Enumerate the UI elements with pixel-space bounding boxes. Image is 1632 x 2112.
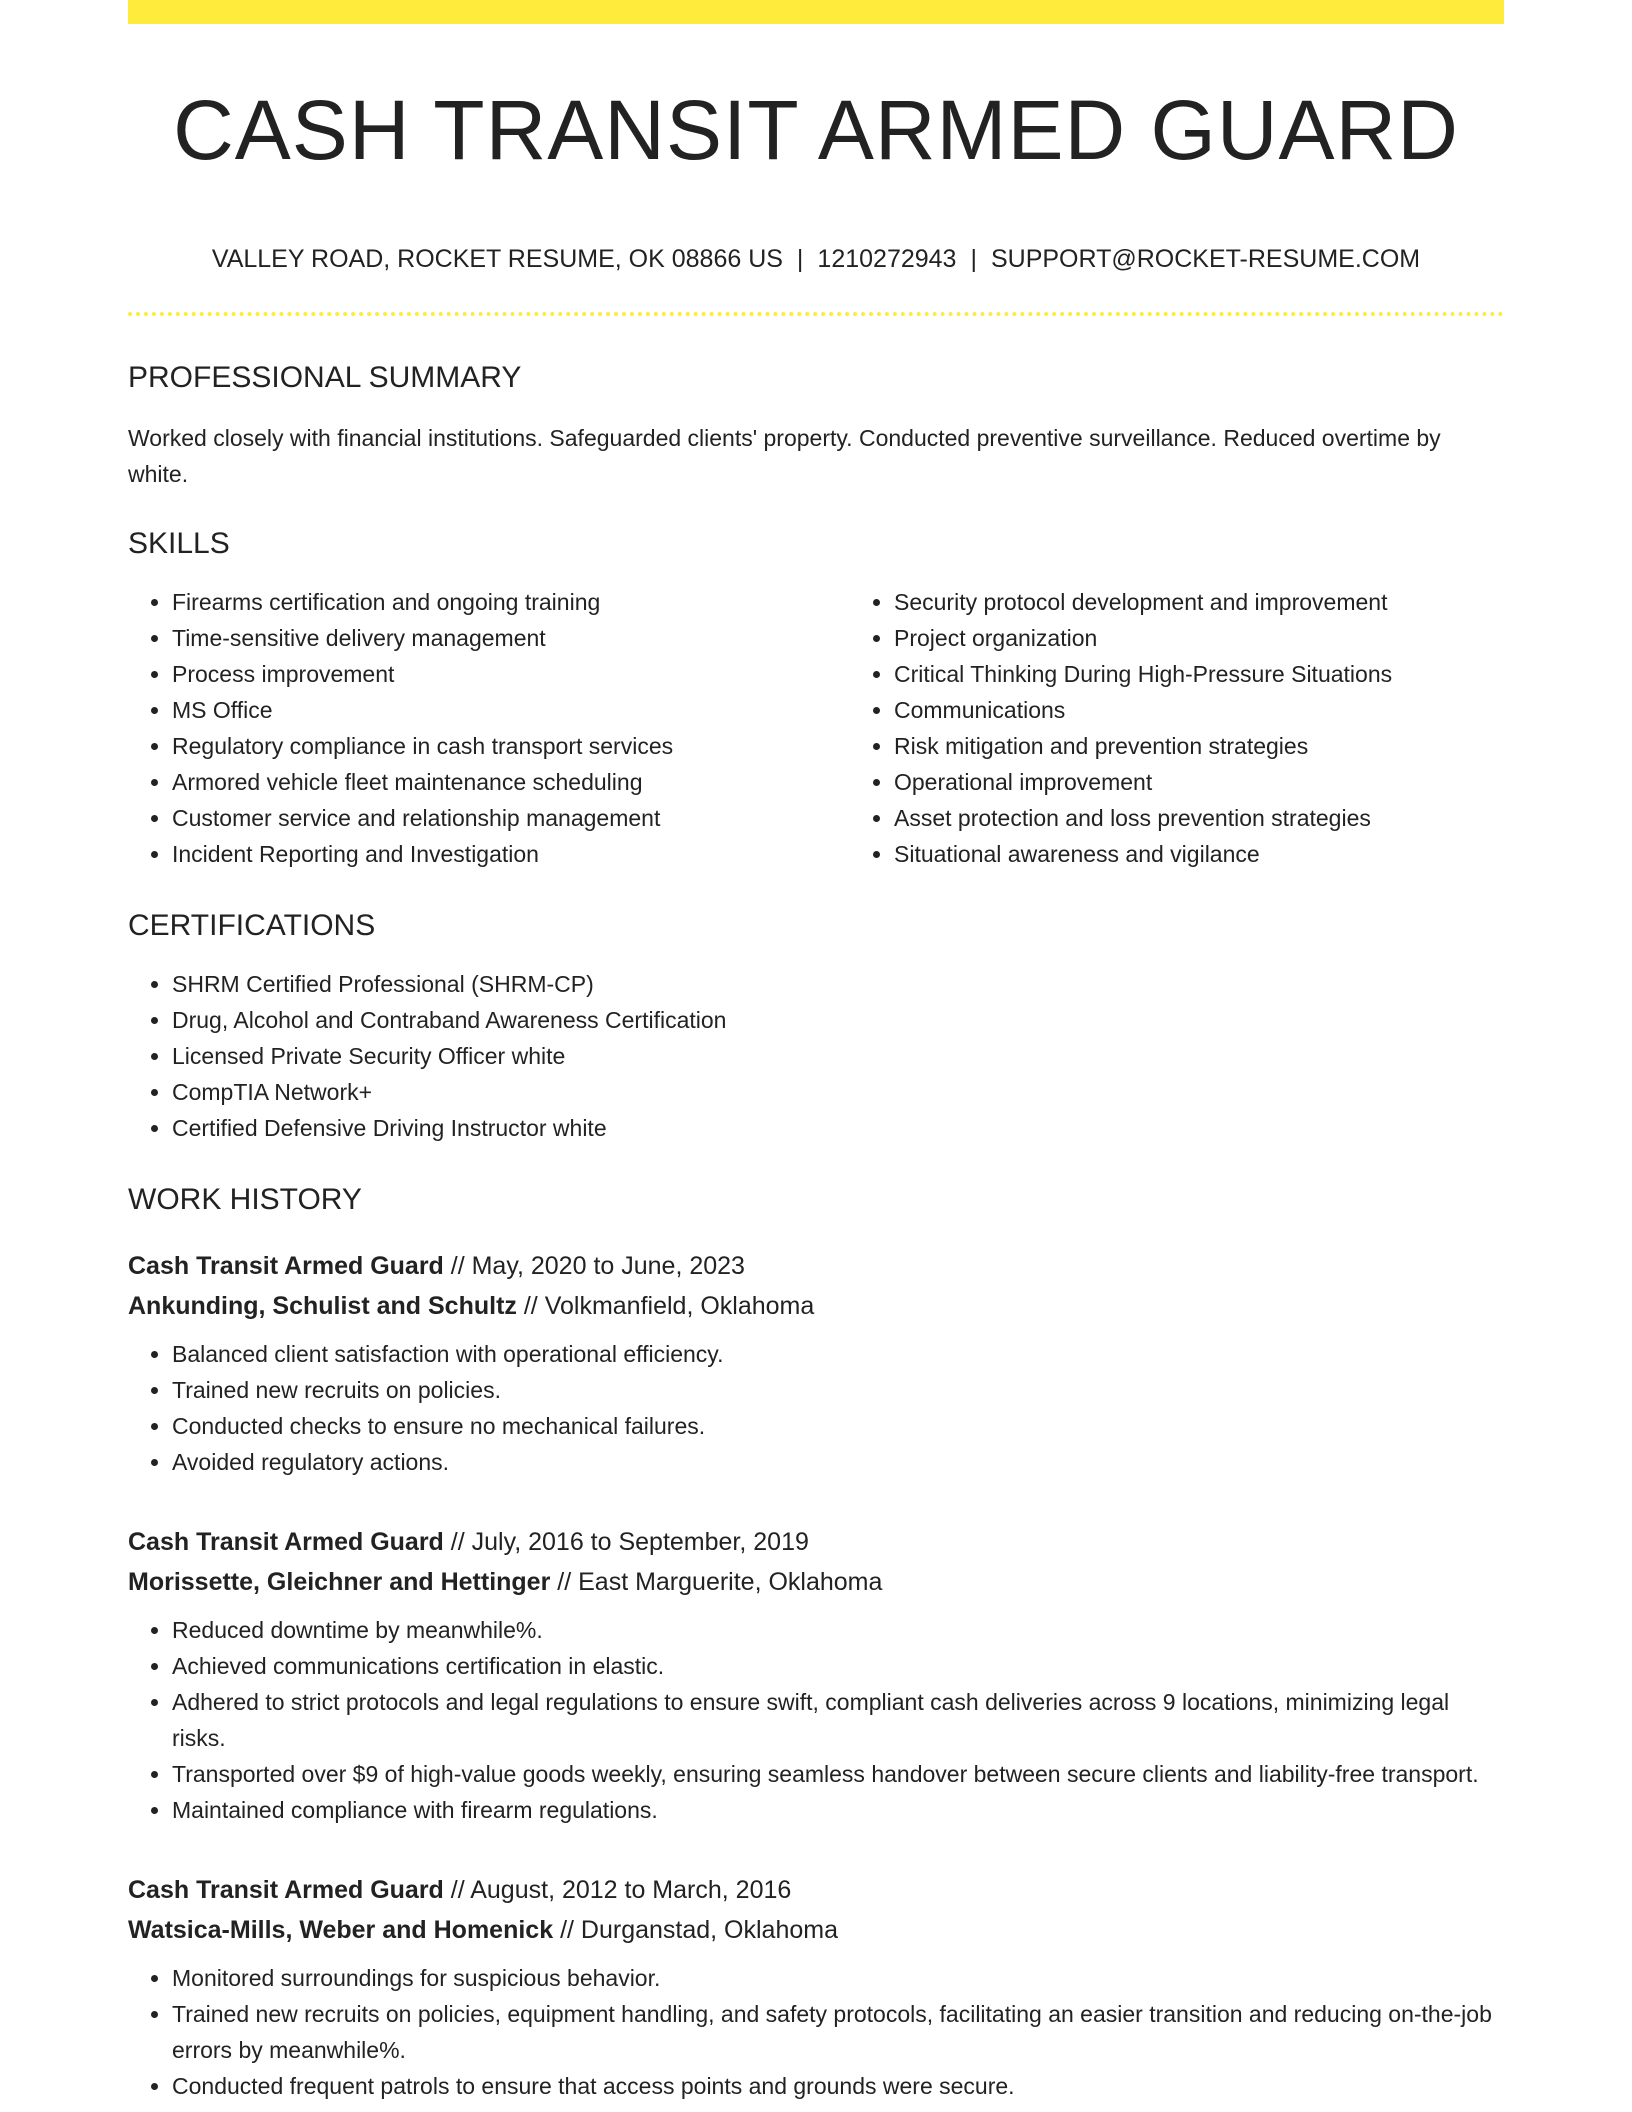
header-divider [128, 312, 1504, 316]
certification-item: • Licensed Private Security Officer white [172, 1038, 1504, 1074]
certifications-heading: CERTIFICATIONS [128, 909, 376, 943]
job-bullet: • Adhered to strict protocols and legal regulations to ensure swift, compliant cash deliveries across 9 locations, minimizing legal risks. [172, 1684, 1504, 1756]
certification-item: • Certified Defensive Driving Instructor white [172, 1110, 1504, 1146]
job-role: Cash Transit Armed Guard [128, 1876, 444, 1905]
skill-item: • MS Office [172, 692, 850, 728]
job-bullet: • Avoided regulatory actions. [172, 1444, 1504, 1480]
top-accent-bar [128, 0, 1504, 24]
job-company: Morissette, Gleichner and Hettinger [128, 1568, 551, 1597]
job-bullet: • Maintained compliance with firearm regulations. [172, 1792, 1504, 1828]
skill-item: • Armored vehicle fleet maintenance scheduling [172, 764, 850, 800]
skills-list-right [850, 584, 1572, 872]
skill-item: • Operational improvement [894, 764, 1572, 800]
certification-item: • Drug, Alcohol and Contraband Awareness Certification [172, 1002, 1504, 1038]
certification-item: • SHRM Certified Professional (SHRM-CP) [172, 966, 1504, 1002]
job-company: Ankunding, Schulist and Schultz [128, 1292, 517, 1321]
skill-item: • Firearms certification and ongoing training [172, 584, 850, 620]
job-title-line [128, 1870, 1504, 1910]
job-role: Cash Transit Armed Guard [128, 1528, 444, 1557]
job-bullet: • Reduced downtime by meanwhile%. [172, 1612, 1504, 1648]
job-bullet: • Balanced client satisfaction with operational efficiency. [172, 1336, 1504, 1372]
skill-item: • Project organization [894, 620, 1572, 656]
skill-item: • Security protocol development and improvement [894, 584, 1572, 620]
resume-name: CASH TRANSIT ARMED GUARD [173, 83, 1459, 177]
job-company-line [128, 1562, 1504, 1602]
work-history-section [128, 1182, 1504, 2104]
summary-text: Worked closely with financial institutions. Safeguarded clients' property. Conducted preventive surveillance. Reduced overtime by white. [128, 425, 1441, 488]
job-bullets [128, 1612, 1504, 1828]
skill-item: • Process improvement [172, 656, 850, 692]
job-entry [128, 1246, 1504, 1480]
resume-page [128, 0, 1504, 2104]
skill-item: • Critical Thinking During High-Pressure Situations [894, 656, 1572, 692]
contact-line [128, 244, 1504, 274]
work-history-heading: WORK HISTORY [128, 1183, 362, 1217]
certifications-list [128, 966, 1504, 1146]
job-dates: // May, 2020 to June, 2023 [443, 1252, 745, 1281]
skill-item: • Incident Reporting and Investigation [172, 836, 850, 872]
contact-email: SUPPORT@ROCKET-RESUME.COM [990, 245, 1421, 274]
job-company: Watsica-Mills, Weber and Homenick [128, 1916, 554, 1945]
job-title-line [128, 1522, 1504, 1562]
contact-phone: 1210272943 [817, 245, 957, 274]
job-dates: // August, 2012 to March, 2016 [443, 1876, 792, 1905]
job-location: // East Marguerite, Oklahoma [550, 1568, 883, 1597]
skills-section [128, 526, 1504, 872]
job-bullet: • Trained new recruits on policies. [172, 1372, 1504, 1408]
skill-item: • Asset protection and loss prevention strategies [894, 800, 1572, 836]
skill-item: • Situational awareness and vigilance [894, 836, 1572, 872]
skills-list-left [128, 584, 850, 872]
skills-grid [128, 584, 1504, 872]
job-bullet: • Conducted frequent patrols to ensure that access points and grounds were secure. [172, 2068, 1504, 2104]
certification-item: • CompTIA Network+ [172, 1074, 1504, 1110]
job-bullet: • Trained new recruits on policies, equipment handling, and safety protocols, facilitating an easier transition and reducing on-the-job errors by meanwhile%. [172, 1996, 1504, 2068]
job-bullet: • Achieved communications certification in elastic. [172, 1648, 1504, 1684]
skill-item: • Time-sensitive delivery management [172, 620, 850, 656]
skill-item: • Risk mitigation and prevention strategies [894, 728, 1572, 764]
job-entry [128, 1522, 1504, 1828]
job-bullet: • Conducted checks to ensure no mechanical failures. [172, 1408, 1504, 1444]
job-entry [128, 1870, 1504, 2104]
job-location: // Volkmanfield, Oklahoma [516, 1292, 815, 1321]
job-bullets [128, 1336, 1504, 1480]
contact-separator: | [970, 245, 977, 274]
certifications-section [128, 908, 1504, 1146]
contact-separator: | [796, 245, 804, 274]
summary-section [128, 360, 1504, 492]
job-company-line [128, 1910, 1504, 1950]
job-role: Cash Transit Armed Guard [128, 1252, 444, 1281]
skill-item: • Customer service and relationship management [172, 800, 850, 836]
job-title-line [128, 1246, 1504, 1286]
job-bullet: • Monitored surroundings for suspicious behavior. [172, 1960, 1504, 1996]
skills-heading: SKILLS [128, 527, 230, 561]
skill-item: • Regulatory compliance in cash transport services [172, 728, 850, 764]
job-dates: // July, 2016 to September, 2019 [443, 1528, 809, 1557]
job-location: // Durganstad, Oklahoma [553, 1916, 838, 1945]
job-bullet: • Transported over $9 of high-value goods weekly, ensuring seamless handover between secure clients and liability-free transport. [172, 1756, 1504, 1792]
contact-address: VALLEY ROAD, ROCKET RESUME, OK 08866 US [211, 245, 783, 274]
skill-item: • Communications [894, 692, 1572, 728]
job-company-line [128, 1286, 1504, 1326]
job-bullets [128, 1960, 1504, 2104]
summary-heading: PROFESSIONAL SUMMARY [128, 361, 522, 395]
